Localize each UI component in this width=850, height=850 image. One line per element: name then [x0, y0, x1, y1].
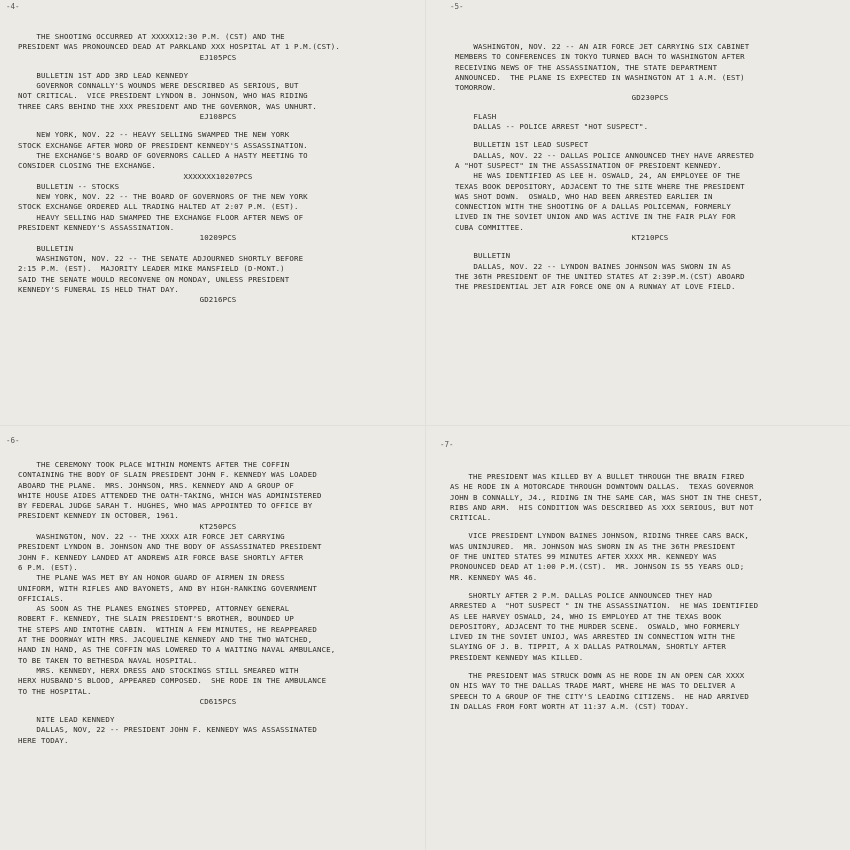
text-line: 6 P.M. (EST).: [18, 562, 78, 572]
text-line: ABOARD THE PLANE. MRS. JOHNSON, MRS. KENNEDY AND A GROUP OF: [18, 480, 294, 490]
text-line: MR. KENNEDY WAS 46.: [450, 572, 538, 582]
text-line: HERX HUSBAND'S BLOOD, APPEARED COMPOSED. SHE RODE IN THE AMBULANCE: [18, 676, 327, 686]
text-line: BY FEDERAL JUDGE SARAH T. HUGHES, WHO WAS APPOINTED TO OFFICE BY: [18, 501, 313, 511]
text-line: JOHN F. KENNEDY LANDED AT ANDREWS AIR FORCE BASE SHORTLY AFTER: [18, 552, 304, 562]
teletype-page-5: [455, 42, 845, 293]
text-line: OF THE UNITED STATES 99 MINUTES AFTER XXXX MR. KENNEDY WAS: [450, 552, 717, 562]
text-line: DALLAS, NOV, 22 -- PRESIDENT JOHN F. KENNEDY WAS ASSASSINATED: [18, 725, 317, 735]
text-line: BULLETIN: [455, 251, 511, 261]
text-line: HAND IN HAND, AS THE COFFIN WAS LOWERED TO A WAITING NAVAL AMBULANCE,: [18, 645, 336, 655]
text-line: DEPOSITORY, ADJACENT TO THE MURDER SCENE. OSWALD, WHO FORMERLY: [450, 621, 740, 631]
text-line: WASHINGTON, NOV. 22 -- AN AIR FORCE JET CARRYING SIX CABINET: [455, 42, 750, 51]
text-line: CUBA COMMITTEE.: [455, 222, 524, 232]
text-line: HEAVY SELLING HAD SWAMPED THE EXCHANGE FLOOR AFTER NEWS OF: [18, 212, 304, 222]
text-line: TEXAS BOOK DEPOSITORY, ADJACENT TO THE SITE WHERE THE PRESIDENT: [455, 181, 745, 191]
page-number: -5-: [450, 2, 464, 11]
text-line: LIVED IN THE SOVIET UNION AND WAS ACTIVE IN THE FAIR PLAY FOR: [455, 212, 736, 222]
text-line: NITE LEAD KENNEDY: [18, 715, 115, 725]
text-line: THE STEPS AND INTOTHE CABIN. WITHIN A FEW MINUTES, HE REAPPEARED: [18, 624, 317, 634]
text-line: WASHINGTON, NOV. 22 -- THE SENATE ADJOURNED SHORTLY BEFORE: [18, 253, 304, 263]
text-line: PRONOUNCED DEAD AT 1:00 P.M.(CST). MR. JOHNSON IS 55 YEARS OLD;: [450, 562, 745, 572]
text-line: PRESIDENT KENNEDY WAS KILLED.: [450, 652, 584, 662]
text-line: DALLAS, NOV. 22 -- LYNDON BAINES JOHNSON WAS SWORN IN AS: [455, 261, 731, 271]
text-line: SPEECH TO A GROUP OF THE CITY'S LEADING CITIZENS. HE HAD ARRIVED: [450, 691, 749, 701]
text-line: A "HOT SUSPECT" IN THE ASSASSINATION OF PRESIDENT KENNEDY.: [455, 160, 722, 170]
teletype-page-4: [18, 32, 418, 305]
text-line: NOT CRITICAL. VICE PRESIDENT LYNDON B. JOHNSON, WHO WAS RIDING: [18, 91, 308, 101]
text-line: BULLETIN: [18, 243, 74, 253]
text-line: SLAYING OF J. B. TIPPIT, A X DALLAS PATROLMAN, SHORTLY AFTER: [450, 642, 726, 652]
text-line: JOHN B CONNALLY, J4., RIDING IN THE SAME CAR, WAS SHOT IN THE CHEST,: [450, 492, 763, 502]
text-line: THE SHOOTING OCCURRED AT XXXXX12:30 P.M. (CST) AND THE: [18, 32, 285, 41]
dispatch-code: KT210PCS: [631, 233, 669, 243]
text-line: BULLETIN -- STOCKS: [18, 181, 120, 191]
text-line: RIBS AND ARM. HIS CONDITION WAS DESCRIBED AS XXX SERIOUS, BUT NOT: [450, 502, 754, 512]
paragraph-gap: [455, 243, 845, 251]
text-line: AT THE DOORWAY WITH MRS. JACQUELINE KENNEDY AND THE TWO WATCHED,: [18, 635, 313, 645]
text-line: SAID THE SENATE WOULD RECONVENE ON MONDAY, UNLESS PRESIDENT: [18, 274, 290, 284]
teletype-page-7: [450, 472, 845, 712]
text-line: THREE CARS BEHIND THE XXX PRESIDENT AND THE GOVERNOR, WAS UNHURT.: [18, 101, 317, 111]
text-line: AS HE RODE IN A MOTORCADE THROUGH DOWNTOWN DALLAS. TEXAS GOVERNOR: [450, 482, 754, 492]
paragraph-gap: [450, 523, 845, 531]
text-line: GOVERNOR CONNALLY'S WOUNDS WERE DESCRIBED AS SERIOUS, BUT: [18, 81, 299, 91]
text-line: CONNECTION WITH THE SHOOTING OF A DALLAS POLICEMAN, FORMERLY: [455, 202, 731, 212]
text-line: PRESIDENT WAS PRONOUNCED DEAD AT PARKLAND XXX HOSPITAL AT 1 P.M.(CST).: [18, 42, 340, 52]
text-line: THE PLANE WAS MET BY AN HONOR GUARD OF AIRMEN IN DRESS: [18, 573, 285, 583]
text-line: SHORTLY AFTER 2 P.M. DALLAS POLICE ANNOUNCED THEY HAD: [450, 590, 713, 600]
page-number: -6-: [6, 436, 20, 445]
text-line: STOCK EXCHANGE ORDERED ALL TRADING HALTED AT 2:07 P.M. (EST).: [18, 202, 299, 212]
text-line: THE 36TH PRESIDENT OF THE UNITED STATES AT 2:39P.M.(CST) ABOARD: [455, 271, 745, 281]
text-line: NEW YORK, NOV. 22 -- HEAVY SELLING SWAMPED THE NEW YORK: [18, 130, 290, 140]
text-line: VICE PRESIDENT LYNDON BAINES JOHNSON, RIDING THREE CARS BACK,: [450, 531, 749, 541]
paragraph-gap: [455, 104, 845, 112]
text-line: BULLETIN 1ST LEAD SUSPECT: [455, 140, 589, 150]
text-line: TOMORROW.: [455, 83, 497, 93]
dispatch-code: CD615PCS: [199, 696, 237, 706]
text-line: DALLAS -- POLICE ARREST "HOT SUSPECT".: [455, 122, 649, 132]
text-line: WASHINGTON, NOV. 22 -- THE XXXX AIR FORCE JET CARRYING: [18, 532, 285, 542]
text-line: NEW YORK, NOV. 22 -- THE BOARD OF GOVERNORS OF THE NEW YORK: [18, 192, 308, 202]
text-line: KENNEDY'S FUNERAL IS HELD THAT DAY.: [18, 284, 179, 294]
text-line: MRS. KENNEDY, HERX DRESS AND STOCKINGS STILL SMEARED WITH: [18, 665, 299, 675]
text-line: THE PRESIDENT WAS STRUCK DOWN AS HE RODE IN AN OPEN CAR XXXX: [450, 671, 745, 681]
text-line: WHITE HOUSE AIDES ATTENDED THE OATH-TAKING, WHICH WAS ADMINISTERED: [18, 490, 322, 500]
text-line: WAS SHOT DOWN. OSWALD, WHO HAD BEEN ARRESTED EARLIER IN: [455, 191, 713, 201]
paragraph-gap: [450, 583, 845, 591]
text-line: CONTAINING THE BODY OF SLAIN PRESIDENT JOHN F. KENNEDY WAS LOADED: [18, 470, 317, 480]
text-line: AS SOON AS THE PLANES ENGINES STOPPED, ATTORNEY GENERAL: [18, 604, 290, 614]
text-line: DALLAS, NOV. 22 -- DALLAS POLICE ANNOUNCED THEY HAVE ARRESTED: [455, 150, 754, 160]
page-number: -7-: [440, 440, 454, 449]
text-line: LIVED IN THE SOVIET UNIOJ, WAS ARRESTED IN CONNECTION WITH THE: [450, 632, 736, 642]
paragraph-gap: [18, 707, 418, 715]
text-line: TO BE TAKEN TO BETHESDA NAVAL HOSPITAL.: [18, 655, 198, 665]
text-line: CONSIDER CLOSING THE EXCHANGE.: [18, 161, 156, 171]
text-line: 2:15 P.M. (EST). MAJORITY LEADER MIKE MANSFIELD (D-MONT.): [18, 264, 285, 274]
text-line: PRESIDENT KENNEDY IN OCTOBER, 1961.: [18, 511, 179, 521]
dispatch-code: EJ108PCS: [199, 112, 237, 122]
dispatch-code: GD230PCS: [631, 93, 669, 103]
dispatch-code: GD216PCS: [199, 295, 237, 305]
text-line: IN DALLAS FROM FORT WORTH AT 11:37 A.M. (CST) TODAY.: [450, 701, 690, 711]
text-line: THE CEREMONY TOOK PLACE WITHIN MOMENTS AFTER THE COFFIN: [18, 460, 290, 469]
dispatch-code: 10209PCS: [199, 233, 237, 243]
text-line: ARRESTED A "HOT SUSPECT " IN THE ASSASSINATION. HE WAS IDENTIFIED: [450, 601, 759, 611]
text-line: PRESIDENT KENNEDY'S ASSASSINATION.: [18, 223, 175, 233]
text-line: THE PRESIDENTIAL JET AIR FORCE ONE ON A RUNWAY AT LOVE FIELD.: [455, 282, 736, 292]
text-line: ROBERT F. KENNEDY, THE SLAIN PRESIDENT'S BROTHER, BOUNDED UP: [18, 614, 294, 624]
dispatch-code: KT250PCS: [199, 521, 237, 531]
paragraph-gap: [18, 63, 418, 71]
text-line: ANNOUNCED. THE PLANE IS EXPECTED IN WASHINGTON AT 1 A.M. (EST): [455, 72, 745, 82]
text-line: OFFICIALS.: [18, 593, 64, 603]
text-line: PRESIDENT LYNDON B. JOHNSON AND THE BODY OF ASSASSINATED PRESIDENT: [18, 542, 322, 552]
text-line: FLASH: [455, 111, 497, 121]
text-line: RECEIVING NEWS OF THE ASSASSINATION, THE STATE DEPARTMENT: [455, 62, 718, 72]
text-line: ON HIS WAY TO THE DALLAS TRADE MART, WHERE HE WAS TO DELIVER A: [450, 681, 736, 691]
text-line: WAS UNINJURED. MR. JOHNSON WAS SWORN IN AS THE 36TH PRESIDENT: [450, 541, 736, 551]
text-line: STOCK EXCHANGE AFTER WORD OF PRESIDENT KENNEDY'S ASSASSINATION.: [18, 140, 308, 150]
dispatch-code: XXXXXXX10207PCS: [183, 171, 253, 181]
text-line: MEMBERS TO CONFERENCES IN TOKYO TURNED BACH TO WASHINGTON AFTER: [455, 52, 745, 62]
text-line: UNIFORM, WITH RIFLES AND BAYONETS, AND BY HIGH-RANKING GOVERNMENT: [18, 583, 317, 593]
page-number: -4-: [6, 2, 20, 11]
text-line: THE EXCHANGE'S BOARD OF GOVERNORS CALLED A HASTY MEETING TO: [18, 150, 308, 160]
dispatch-code: EJ105PCS: [199, 52, 237, 62]
text-line: HE WAS IDENTIFIED AS LEE H. OSWALD, 24, AN EMPLOYEE OF THE: [455, 171, 741, 181]
paragraph-gap: [18, 122, 418, 130]
text-line: TO THE HOSPITAL.: [18, 686, 92, 696]
quadrant-divider-horizontal: [0, 425, 850, 426]
paragraph-gap: [455, 132, 845, 140]
paragraph-gap: [450, 663, 845, 671]
text-line: CRITICAL.: [450, 513, 492, 523]
teletype-page-6: [18, 460, 418, 746]
text-line: BULLETIN 1ST ADD 3RD LEAD KENNEDY: [18, 70, 189, 80]
text-line: AS LEE HARVEY OSWALD, 24, WHO IS EMPLOYED AT THE TEXAS BOOK: [450, 611, 722, 621]
text-line: HERE TODAY.: [18, 735, 69, 745]
text-line: THE PRESIDENT WAS KILLED BY A BULLET THROUGH THE BRAIN FIRED: [450, 472, 745, 481]
